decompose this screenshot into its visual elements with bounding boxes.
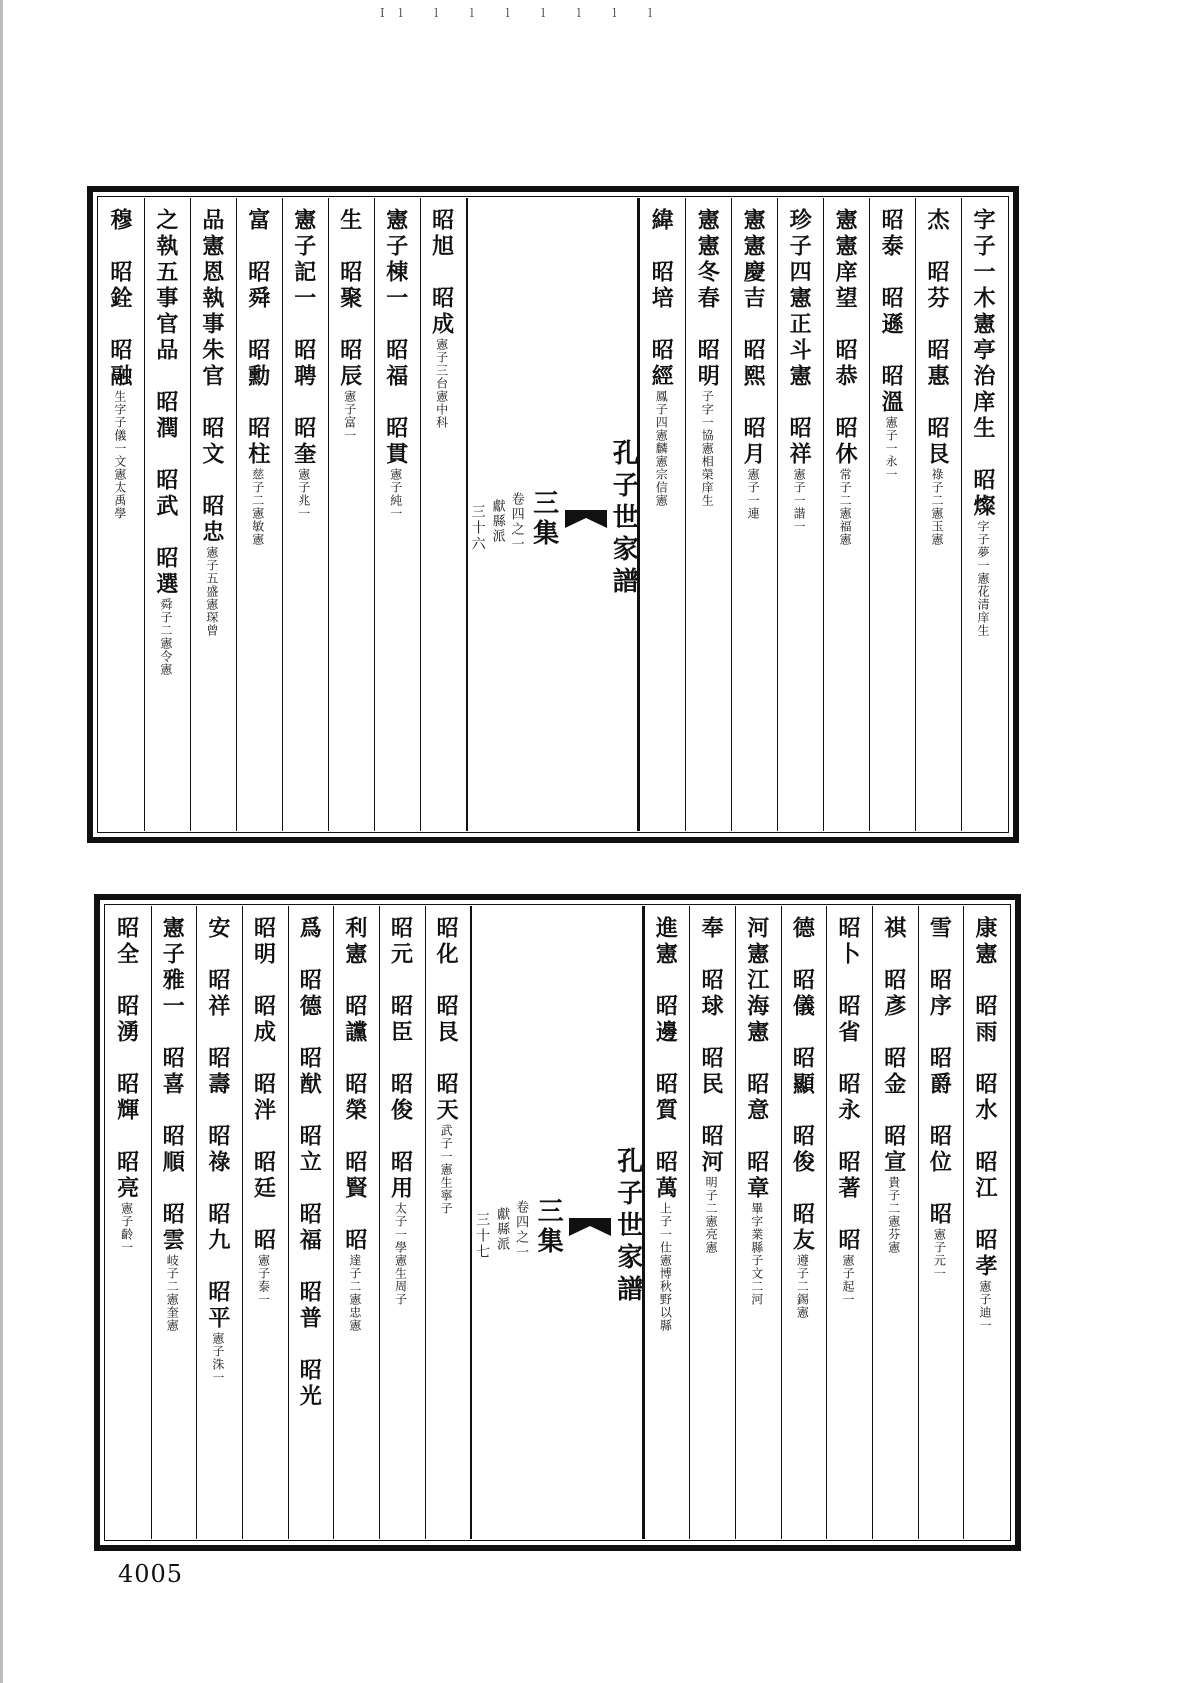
text-column: 昭泰 昭遜 昭溫憲子一永一 — [869, 198, 915, 831]
page-number: 4005 — [118, 1560, 184, 1588]
text-column: 品憲恩執事朱官 昭文 昭忠憲子五盛憲琛曾 — [190, 198, 236, 831]
text-column: 德 昭儀 昭顯 昭俊 昭友遵子二錫憲 — [781, 906, 827, 1539]
text-column: 祺 昭彥 昭金 昭宣貴子二憲芬憲 — [872, 906, 918, 1539]
text-column: 字子一木憲亭治庠生 昭燦字子夢一憲花清庠生 — [961, 198, 1007, 831]
header-strip: Il l l l l l l l — [380, 6, 667, 18]
center-spine — [466, 198, 640, 831]
text-column: 昭化 昭艮 昭天武子一憲生寧子 — [425, 906, 471, 1539]
text-column: 昭卜 昭省 昭永 昭著 昭憲子起一 — [826, 906, 872, 1539]
fishtail-mark-icon — [567, 1216, 613, 1238]
section-label: 卷四之一 — [513, 1199, 529, 1260]
text-column: 穆 昭銓 昭融生字子儀一文憲太禹學 — [106, 208, 133, 520]
text-column: 安 昭祥 昭壽 昭祿 昭九 昭平憲子洙一 — [196, 906, 242, 1539]
text-column: 憲子雅一 昭喜 昭順 昭雲岐子二憲奎憲 — [151, 906, 197, 1539]
leaf-number: 三十六 — [469, 503, 486, 552]
center-spine — [470, 906, 644, 1539]
text-column: 雪 昭序 昭爵 昭位 昭憲子元一 — [918, 906, 964, 1539]
text-column: 奉 昭球 昭民 昭河明子二憲亮憲 — [689, 906, 735, 1539]
text-column: 杰 昭芬 昭惠 昭艮祿子二憲玉憲 — [915, 198, 961, 831]
fishtail-mark-icon — [563, 508, 609, 530]
branch-label: 獻縣派 — [489, 499, 505, 544]
text-column: 憲子棟一 昭福 昭貫憲子純一 — [374, 198, 420, 831]
page-edge — [0, 0, 3, 1683]
text-column: 憲憲慶吉 昭熙 昭月憲子一連 — [731, 198, 777, 831]
text-column: 珍子四憲正斗憲 昭祥憲子一諧一 — [777, 198, 823, 831]
leaf-number: 三十七 — [474, 1211, 491, 1260]
volume-label: 三集 — [528, 488, 559, 549]
text-column: 爲 昭德 昭猷 昭立 昭福 昭普 昭光 — [288, 906, 334, 1539]
book-title: 孔子世家譜 — [608, 438, 639, 599]
text-column: 河憲江海憲 昭意 昭章畢字業縣子文二河 — [735, 906, 781, 1539]
text-column: 憲子記一 昭聘 昭奎憲子兆一 — [282, 198, 328, 831]
book-title: 孔子世家譜 — [612, 1146, 643, 1307]
text-column: 之執五事官品 昭潤 昭武 昭選舜子二憲令憲 — [144, 198, 190, 831]
volume-label: 三集 — [533, 1196, 564, 1257]
branch-label: 獻縣派 — [494, 1207, 510, 1252]
section-label: 卷四之一 — [508, 491, 524, 552]
text-column: 富 昭舜 昭勳 昭柱慈子二憲敏憲 — [236, 198, 282, 831]
text-column: 生 昭聚 昭辰憲子富一 — [328, 198, 374, 831]
text-column: 緯 昭培 昭經鳳子四憲麟憲宗信憲 — [639, 198, 685, 831]
text-column: 昭旭 昭成憲子三台憲中科 — [420, 198, 466, 831]
text-column: 進憲 昭邊 昭質 昭萬上子一仕憲博秋野以縣 — [644, 906, 690, 1539]
genealogy-panel-top — [88, 187, 1018, 842]
text-column: 昭明 昭成 昭泮 昭廷 昭憲子泰一 — [242, 906, 288, 1539]
text-column: 憲憲庠望 昭恭 昭休常子二憲福憲 — [823, 198, 869, 831]
text-column: 昭全 昭湧 昭輝 昭亮憲子齡一 — [113, 916, 140, 1254]
text-column: 利憲 昭讜 昭榮 昭賢 昭達子二憲忠憲 — [333, 906, 379, 1539]
text-column: 憲憲冬春 昭明子字一協憲相榮庠生 — [685, 198, 731, 831]
text-column: 康憲 昭雨 昭水 昭江 昭孝憲子迪一 — [963, 906, 1009, 1539]
text-column: 昭元 昭臣 昭俊 昭用太子一學憲生周子 — [379, 906, 425, 1539]
genealogy-panel-bottom — [95, 895, 1020, 1550]
